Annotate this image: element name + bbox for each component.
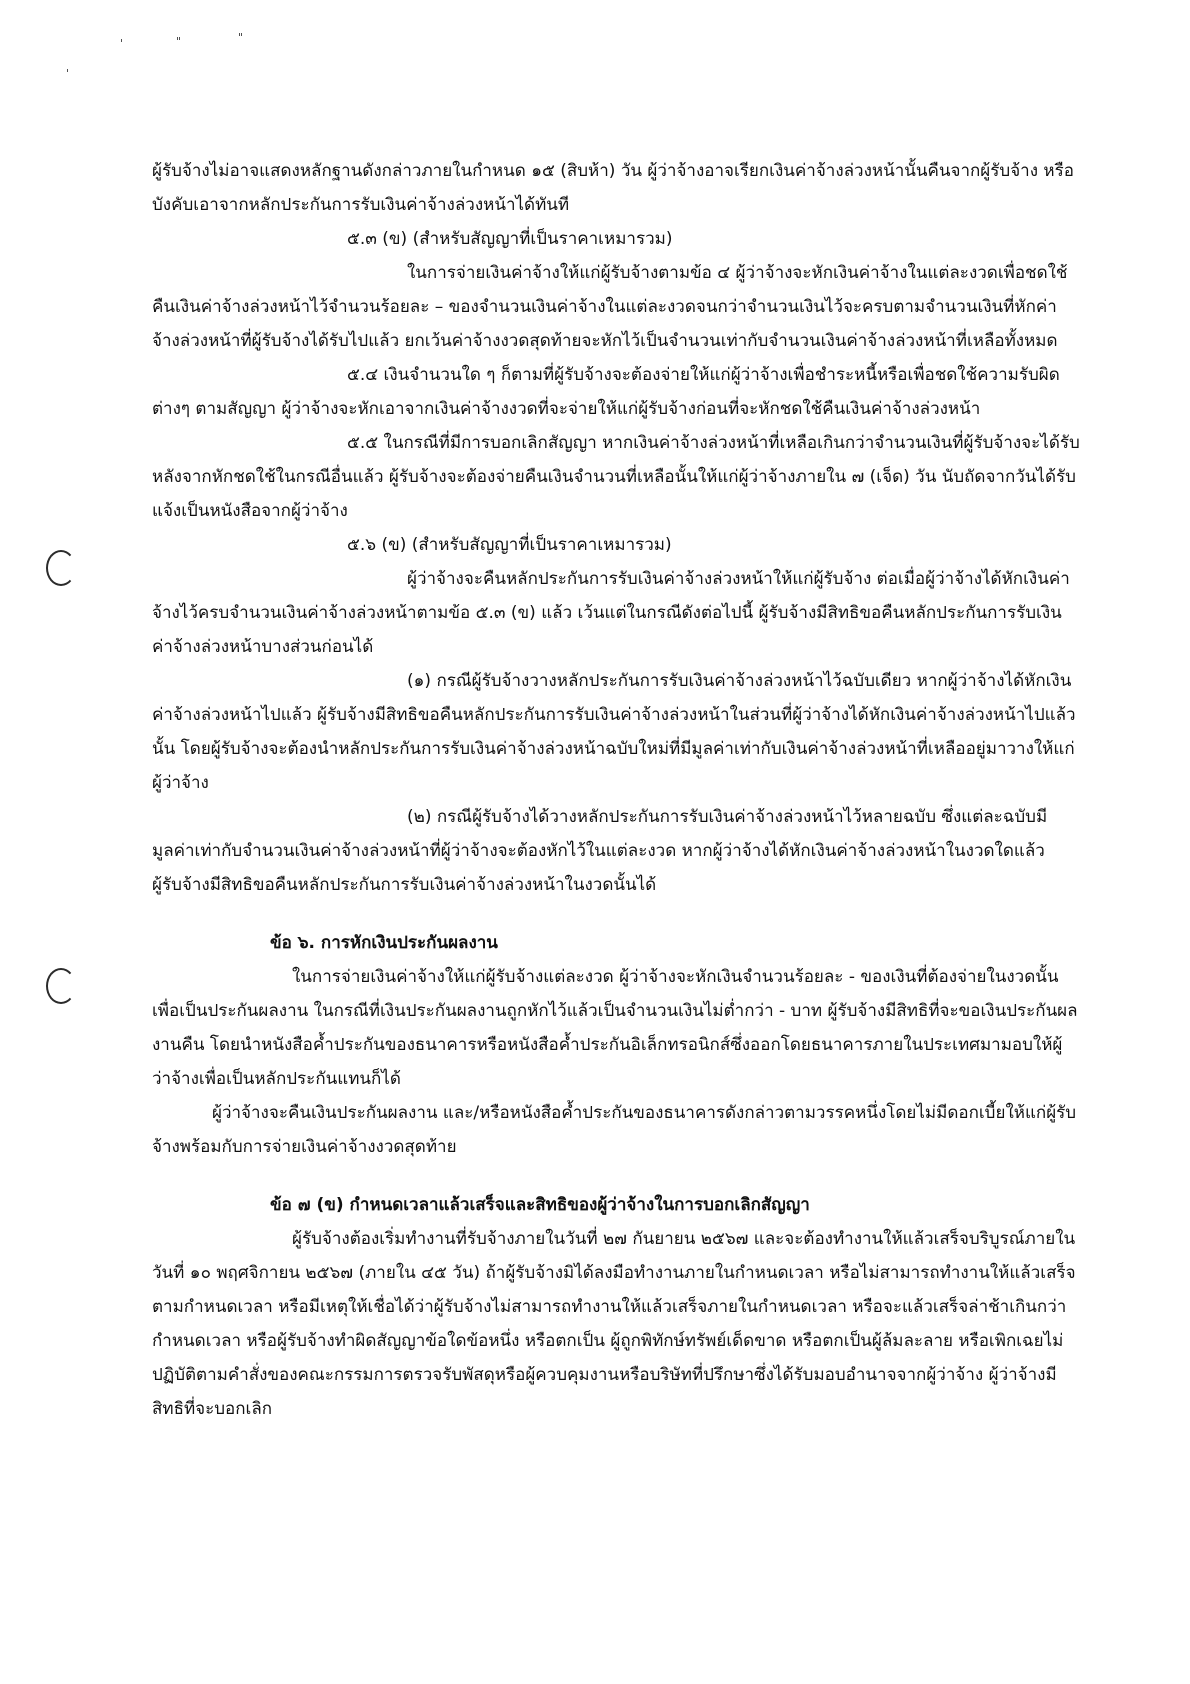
paragraph: ๕.๖ (ข) (สำหรับสัญญาที่เป็นราคาเหมารวม) <box>347 535 672 555</box>
paragraph: ในการจ่ายเงินค่าจ้างให้แก่ผู้รับจ้างแต่ละงวด ผู้ว่าจ้างจะหักเงินจำนวนร้อยละ - ของเงินที่ต้องจ่ายในงวดนั้นเพื่อเป็นประกันผลงาน ในกรณีที่เงินประกันผลงานถูกหักไว้แล้วเป็นจำนวนเงินไม่ต่ำกว่า - บาท ผู้รับจ้างมีสิทธิที่จะขอเงินประกันผลงานคืน โดยนำหนังสือค้ำประกันของธนาคารหรือหนังสือค้ำประกันอิเล็กทรอนิกส์ซึ่งออกโดยธนาคารภายในประเทศมามอบให้ผู้ว่าจ้างเพื่อเป็นหลักประกันแทนก็ได้ <box>152 967 1078 1089</box>
paragraph: ๕.๓ (ข) (สำหรับสัญญาที่เป็นราคาเหมารวม) <box>347 229 673 249</box>
paragraph: (๑) กรณีผู้รับจ้างวางหลักประกันการรับเงินค่าจ้างล่วงหน้าไว้ฉบับเดียว หากผู้ว่าจ้างได้หักเงินค่าจ้างล่วงหน้าไปแล้ว ผู้รับจ้างมีสิทธิขอคืนหลักประกันการรับเงินค่าจ้างล่วงหน้าในส่วนที่ผู้ว่าจ้างได้หักเงินค่าจ้างล่วงหน้าไปแล้วนั้น โดยผู้รับจ้างจะต้องนำหลักประกันการรับเงินค่าจ้างล่วงหน้าฉบับใหม่ที่มีมูลค่าเท่ากับเงินค่าจ้างล่วงหน้าที่เหลืออยู่มาวางให้แก่ผู้ว่าจ้าง <box>152 671 1076 793</box>
binder-hole-mark <box>46 968 76 1004</box>
scan-speck: ' <box>66 67 70 80</box>
paragraph: ในการจ่ายเงินค่าจ้างให้แก่ผู้รับจ้างตามข้อ ๔ ผู้ว่าจ้างจะหักเงินค่าจ้างในแต่ละงวดเพื่อชดใช้คืนเงินค่าจ้างล่วงหน้าไว้จำนวนร้อยละ – ของจำนวนเงินค่าจ้างในแต่ละงวดจนกว่าจำนวนเงินไว้จะครบตามจำนวนเงินที่หักค่าจ้างล่วงหน้าที่ผู้รับจ้างได้รับไปแล้ว ยกเว้นค่าจ้างงวดสุดท้ายจะหักไว้เป็นจำนวนเท่ากับจำนวนเงินค่าจ้างล่วงหน้าที่เหลือทั้งหมด <box>152 263 1068 351</box>
document-body <box>152 154 1080 1426</box>
paragraph: (๒) กรณีผู้รับจ้างได้วางหลักประกันการรับเงินค่าจ้างล่วงหน้าไว้หลายฉบับ ซึ่งแต่ละฉบับมีมูลค่าเท่ากับจำนวนเงินค่าจ้างล่วงหน้าที่ผู้ว่าจ้างจะต้องหักไว้ในแต่ละงวด หากผู้ว่าจ้างได้หักเงินค่าจ้างล่วงหน้าในงวดใดแล้ว ผู้รับจ้างมีสิทธิขอคืนหลักประกันการรับเงินค่าจ้างล่วงหน้าในงวดนั้นได้ <box>152 807 1048 895</box>
clause-heading: ข้อ ๗ (ข) กำหนดเวลาแล้วเสร็จและสิทธิของผู้ว่าจ้างในการบอกเลิกสัญญา <box>270 1195 810 1215</box>
paragraph: ผู้รับจ้างต้องเริ่มทำงานที่รับจ้างภายในวันที่ ๒๗ กันยายน ๒๕๖๗ และจะต้องทำงานให้แล้วเสร็จบริบูรณ์ภายในวันที่ ๑๐ พฤศจิกายน ๒๕๖๗ (ภายใน ๔๕ วัน) ถ้าผู้รับจ้างมิได้ลงมือทำงานภายในกำหนดเวลา หรือไม่สามารถทำงานให้แล้วเสร็จตามกำหนดเวลา หรือมีเหตุให้เชื่อได้ว่าผู้รับจ้างไม่สามารถทำงานให้แล้วเสร็จภายในกำหนดเวลา หรือจะแล้วเสร็จล่าช้าเกินกว่ากำหนดเวลา หรือผู้รับจ้างทำผิดสัญญาข้อใดข้อหนึ่ง หรือตกเป็น ผู้ถูกพิทักษ์ทรัพย์เด็ดขาด หรือตกเป็นผู้ล้มละลาย หรือเพิกเฉยไม่ปฏิบัติตามคำสั่งของคณะกรรมการตรวจรับพัสดุหรือผู้ควบคุมงานหรือบริษัทที่ปรึกษาซึ่งได้รับมอบอำนาจจากผู้ว่าจ้าง ผู้ว่าจ้างมีสิทธิที่จะบอกเลิก <box>152 1229 1076 1419</box>
scan-speck: " <box>238 31 244 44</box>
paragraph: ๕.๕ ในกรณีที่มีการบอกเลิกสัญญา หากเงินค่าจ้างล่วงหน้าที่เหลือเกินกว่าจำนวนเงินที่ผู้รับจ้างจะได้รับหลังจากหักชดใช้ในกรณีอื่นแล้ว ผู้รับจ้างจะต้องจ่ายคืนเงินจำนวนที่เหลือนั้นให้แก่ผู้ว่าจ้างภายใน ๗ (เจ็ด) วัน นับถัดจากวันได้รับแจ้งเป็นหนังสือจากผู้ว่าจ้าง <box>152 433 1080 521</box>
scan-speck: ' <box>120 37 124 50</box>
scan-speck: " <box>176 35 182 48</box>
binder-hole-mark <box>46 550 76 586</box>
paragraph: ผู้รับจ้างไม่อาจแสดงหลักฐานดังกล่าวภายในกำหนด ๑๕ (สิบห้า) วัน ผู้ว่าจ้างอาจเรียกเงินค่าจ้างล่วงหน้านั้นคืนจากผู้รับจ้าง หรือบังคับเอาจากหลักประกันการรับเงินค่าจ้างล่วงหน้าได้ทันที <box>152 161 1074 215</box>
paragraph: ผู้ว่าจ้างจะคืนหลักประกันการรับเงินค่าจ้างล่วงหน้าให้แก่ผู้รับจ้าง ต่อเมื่อผู้ว่าจ้างได้หักเงินค่าจ้างไว้ครบจำนวนเงินค่าจ้างล่วงหน้าตามข้อ ๕.๓ (ข) แล้ว เว้นแต่ในกรณีดังต่อไปนี้ ผู้รับจ้างมีสิทธิขอคืนหลักประกันการรับเงินค่าจ้างล่วงหน้าบางส่วนก่อนได้ <box>152 569 1070 657</box>
clause-heading: ข้อ ๖. การหักเงินประกันผลงาน <box>270 933 498 953</box>
paragraph: ผู้ว่าจ้างจะคืนเงินประกันผลงาน และ/หรือหนังสือค้ำประกันของธนาคารดังกล่าวตามวรรคหนึ่งโดยไม่มีดอกเบี้ยให้แก่ผู้รับจ้างพร้อมกับการจ่ายเงินค่าจ้างงวดสุดท้าย <box>152 1103 1077 1157</box>
paragraph: ๕.๔ เงินจำนวนใด ๆ ก็ตามที่ผู้รับจ้างจะต้องจ่ายให้แก่ผู้ว่าจ้างเพื่อชำระหนี้หรือเพื่อชดใช้ความรับผิดต่างๆ ตามสัญญา ผู้ว่าจ้างจะหักเอาจากเงินค่าจ้างงวดที่จะจ่ายให้แก่ผู้รับจ้างก่อนที่จะหักชดใช้คืนเงินค่าจ้างล่วงหน้า <box>152 365 1060 419</box>
